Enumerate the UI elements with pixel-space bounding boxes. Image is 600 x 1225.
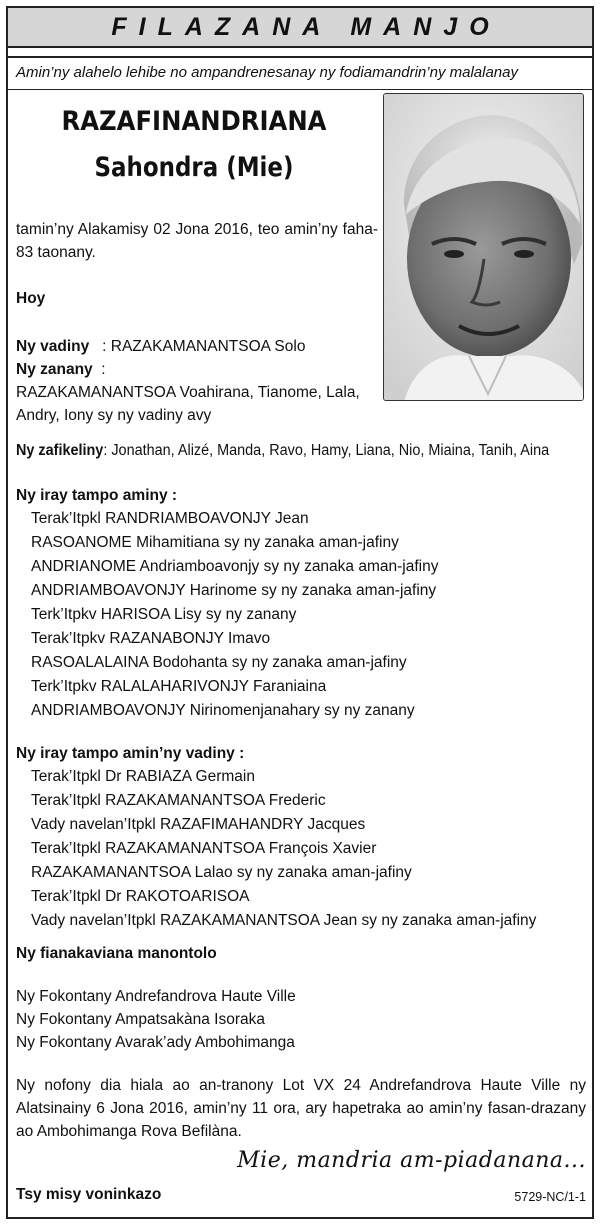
portrait-photo [383, 93, 584, 401]
spouse-sibling-item: Vady navelan’Itpkl RAZAFIMAHANDRY Jacques [31, 816, 366, 833]
sibling-item: ANDRIANOME Andriamboavonjy sy ny zanaka aman-jafiny [31, 558, 439, 575]
deceased-surname: RAZAFINANDRIANA [61, 106, 327, 137]
spouse-sibling-item: Terak’Itpkl RAZAKAMANANTSOA Frederic [31, 792, 326, 809]
no-flowers-note: Tsy misy voninkazo [16, 1186, 162, 1203]
children-label: Ny zanany [16, 361, 93, 378]
farewell-signoff: Mie, mandria am-piadanana... [237, 1148, 586, 1173]
spouse-sibling-item: Terak’Itpkl RAZAKAMANANTSOA François Xavier [31, 840, 377, 857]
fokontany-item: Ny Fokontany Ampatsakàna Isoraka [16, 1011, 265, 1028]
death-date-text: tamin’ny Alakamisy 02 Jona 2016, teo amin’ny faha-83 taonany. [16, 221, 378, 261]
sibling-item: Terk’Itpkv HARISOA Lisy sy ny zanany [31, 606, 297, 623]
notice-banner [6, 6, 594, 48]
portrait-image [384, 94, 584, 401]
sibling-item: RASOANOME Mihamitiana sy ny zanaka aman-jafiny [31, 534, 399, 551]
spouse-sibling-item: Terak’Itpkl Dr RAKOTOARISOA [31, 888, 250, 905]
children-sep: : [101, 361, 106, 378]
sibling-item: Terak’Itpkv RAZANABONJY Imavo [31, 630, 271, 647]
spouse-value: : RAZAKAMANANTSOA Solo [102, 338, 306, 355]
spouse-siblings-title: Ny iray tampo amin’ny vadiny : [16, 745, 245, 762]
spouse-sibling-item: Vady navelan’Itpkl RAZAKAMANANTSOA Jean sy ny zanaka aman-jafiny [31, 912, 537, 929]
deceased-given-name: Sahondra (Mie) [94, 152, 294, 183]
spouse-sibling-item: Terak’Itpkl Dr RABIAZA Germain [31, 768, 255, 785]
spouse-sibling-item: RAZAKAMANANTSOA Lalao sy ny zanaka aman-jafiny [31, 864, 412, 881]
reference-code: 5729-NC/1-1 [514, 1190, 586, 1204]
sibling-item: RASOALALAINA Bodohanta sy ny zanaka aman-jafiny [31, 654, 407, 671]
sibling-item: ANDRIAMBOAVONJY Nirinomenjanahary sy ny zanany [31, 702, 415, 719]
sibling-item: Terak’Itpkl RANDRIAMBOAVONJY Jean [31, 510, 309, 527]
burial-details: Ny nofony dia hiala ao an-tranony Lot VX 24 Andrefandrova Haute Ville ny Alatsinainy 6 Jona 2016, amin’ny 11 ora, ary hapetraka ao amin’ny fasan-drazany ao Ambohimanga Rova Befilàna. [16, 1077, 586, 1140]
banner-title: FILAZANA MANJO [111, 12, 501, 41]
fokontany-item: Ny Fokontany Andrefandrova Haute Ville [16, 988, 296, 1005]
spouse-line [16, 335, 305, 358]
spouse-label: Ny vadiny [16, 338, 90, 355]
fokontany-item: Ny Fokontany Avarak’ady Ambohimanga [16, 1034, 295, 1051]
hoy-label: Hoy [16, 290, 46, 307]
grandchildren-line [16, 439, 549, 462]
children-list: RAZAKAMANANTSOA Voahirana, Tianome, Lala, Andry, Iony sy ny vadiny avy [16, 384, 360, 424]
extended-family-title: Ny fianakaviana manontolo [16, 945, 217, 962]
children-line [16, 358, 106, 381]
grandchildren-value: : Jonathan, Alizé, Manda, Ravo, Hamy, Liana, Nio, Miaina, Tanih, Aina [103, 442, 550, 459]
sibling-item: ANDRIAMBOAVONJY Harinome sy ny zanaka aman-jafiny [31, 582, 437, 599]
announcement-line: Amin’ny alahelo lehibe no ampandrenesanay ny fodiamandrin’ny malalanay [6, 56, 594, 90]
sibling-item: Terk’Itpkv RALALAHARIVONJY Faraniaina [31, 678, 327, 695]
siblings-title: Ny iray tampo aminy : [16, 487, 178, 504]
grandchildren-label: Ny zafikeliny [16, 442, 104, 459]
